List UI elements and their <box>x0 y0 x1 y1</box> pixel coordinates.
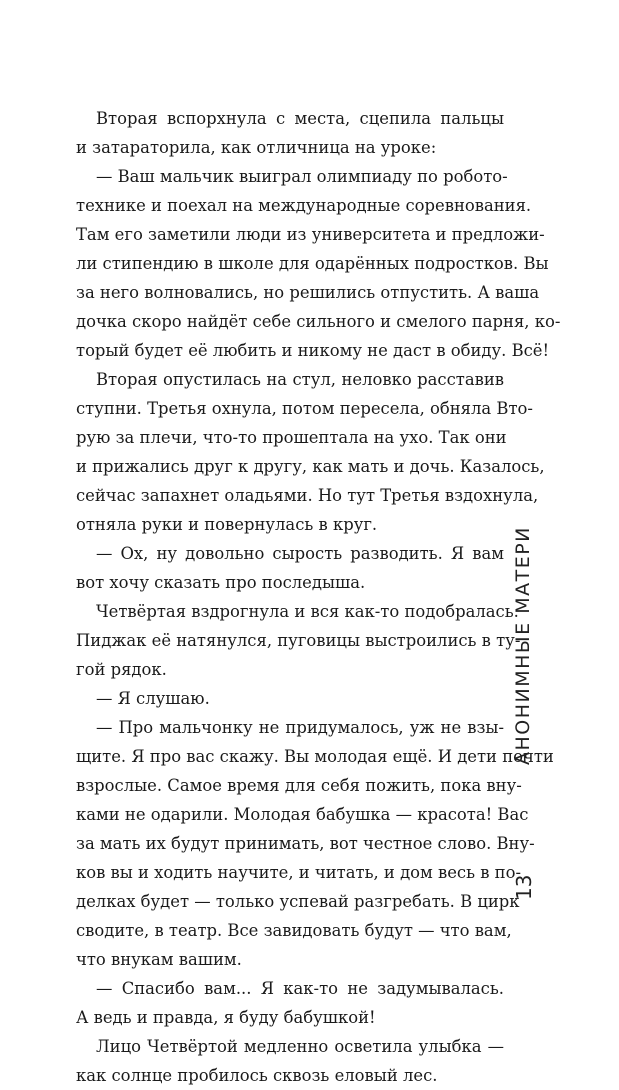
text-line: технике и поехал на международные соревнования. <box>76 196 532 215</box>
text-line: рую за плечи, что-то прошептала на ухо. Так они <box>76 428 507 447</box>
text-line: А ведь и правда, я буду бабушкой! <box>76 1008 376 1027</box>
text-line: Лицо Четвёртой медленно осветила улыбка — <box>96 1037 504 1056</box>
text-line: ками не одарили. Молодая бабушка — красота! Вас <box>76 805 529 824</box>
text-line: вот хочу сказать про последыша. <box>76 573 366 592</box>
text-line: что внукам вашим. <box>76 950 242 969</box>
text-line: делках будет — только успевай разгребать. В цирк <box>76 892 520 911</box>
text-line: торый будет её любить и никому не даст в обиду. Всё! <box>76 341 550 360</box>
text-line: Четвёртая вздрогнула и вся как-то подобралась. <box>96 602 519 621</box>
text-line: гой рядок. <box>76 660 167 679</box>
text-line: сводите, в театр. Все завидовать будут — что вам, <box>76 921 512 940</box>
text-line: Вторая опустилась на стул, неловко расставив <box>96 370 504 389</box>
page-number: 13 <box>512 874 536 900</box>
text-line: ступни. Третья охнула, потом пересела, обняла Вто- <box>76 399 533 418</box>
text-line: — Ваш мальчик выиграл олимпиаду по робото- <box>96 167 508 186</box>
running-title: АНОНИМНЫЕ МАТЕРИ <box>512 526 534 765</box>
text-line: — Я слушаю. <box>96 689 210 708</box>
text-line: щите. Я про вас скажу. Вы молодая ещё. И дети почти <box>76 747 554 766</box>
text-line: за него волновались, но решились отпустить. А ваша <box>76 283 540 302</box>
text-line: Пиджак её натянулся, пуговицы выстроились в ту- <box>76 631 521 650</box>
text-line: Вторая вспорхнула с места, сцепила пальцы <box>96 109 504 128</box>
text-line: взрослые. Самое время для себя пожить, пока вну- <box>76 776 522 795</box>
text-line: — Про мальчонку не придумалось, уж не взы- <box>96 718 504 737</box>
text-line: Там его заметили люди из университета и предложи- <box>76 225 545 244</box>
text-line: за мать их будут принимать, вот честное слово. Вну- <box>76 834 535 853</box>
text-line: ли стипендию в школе для одарённых подростков. Вы <box>76 254 549 273</box>
text-line: и затараторила, как отличница на уроке: <box>76 138 437 157</box>
text-line: сейчас запахнет оладьями. Но тут Третья вздохнула, <box>76 486 539 505</box>
text-line: — Спасибо вам... Я как-то не задумывалась. <box>96 979 504 998</box>
text-line: — Ох, ну довольно сырость разводить. Я вам <box>96 544 504 563</box>
text-line: дочка скоро найдёт себе сильного и смелого парня, ко- <box>76 312 561 331</box>
text-line: отняла руки и повернулась в круг. <box>76 515 378 534</box>
text-line: и прижались друг к другу, как мать и дочь. Казалось, <box>76 457 545 476</box>
text-line: ков вы и ходить научите, и читать, и дом весь в по- <box>76 863 521 882</box>
text-line: как солнце пробилось сквозь еловый лес. <box>76 1066 438 1085</box>
